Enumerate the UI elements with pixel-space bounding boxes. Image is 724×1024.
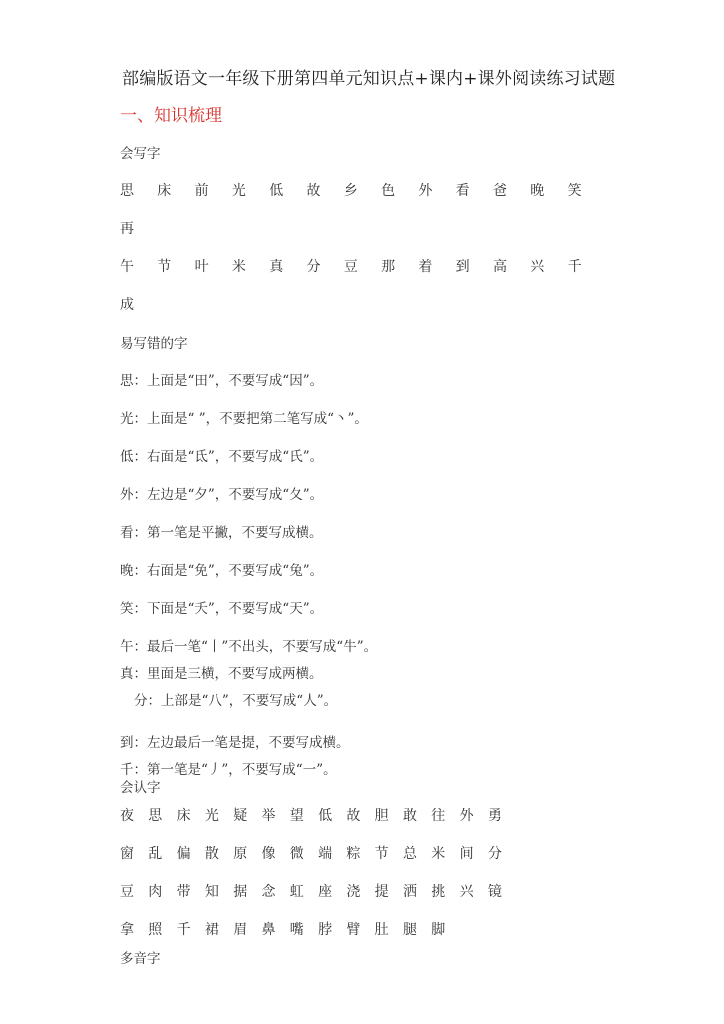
char: 座: [318, 884, 333, 900]
char: 爸: [492, 183, 507, 199]
char: 千: [567, 259, 582, 275]
char: 晚: [530, 183, 545, 199]
write-chars-row-2: [120, 218, 157, 238]
char: 床: [176, 808, 191, 824]
char: 豆: [120, 884, 134, 900]
char: 低: [269, 183, 284, 199]
document-title: 部编版语文一年级下册第四单元知识点+课内+课外阅读练习试题: [122, 69, 616, 89]
recognize-chars-row-1: [120, 805, 516, 825]
char: 勇: [487, 808, 502, 824]
char: 节: [157, 259, 172, 275]
error-note-wu: 午：最后一笔“丨”不出头，不要写成“牛”。: [120, 639, 378, 655]
char: 拿: [120, 922, 134, 938]
char: 光: [231, 183, 246, 199]
char: 窗: [120, 846, 134, 862]
char: 兴: [459, 884, 474, 900]
char: 鼻: [261, 922, 276, 938]
char: 照: [148, 922, 163, 938]
char: 脖: [318, 922, 333, 938]
char: 挑: [431, 884, 446, 900]
error-note-wai: 外：左边是“夕”，不要写成“夂”。: [120, 487, 324, 503]
char: 带: [176, 884, 191, 900]
char: 粽: [346, 846, 361, 862]
char: 豆: [343, 259, 358, 275]
char: 真: [269, 259, 284, 275]
char: 夜: [120, 808, 134, 824]
char: 午: [120, 259, 134, 275]
char: 节: [374, 846, 389, 862]
char: 散: [204, 846, 219, 862]
char: 眉: [233, 922, 248, 938]
char: 看: [455, 183, 470, 199]
error-note-guang: 光：上面是“ ”，不要把第二笔写成“丶”。: [120, 411, 368, 427]
char: 着: [418, 259, 433, 275]
char: 低: [318, 808, 333, 824]
char: 原: [233, 846, 248, 862]
error-note-kan: 看：第一笔是平撇，不要写成横。: [120, 525, 323, 541]
char: 再: [120, 221, 134, 237]
error-prone-label: 易写错的字: [120, 336, 188, 352]
error-note-zhen: 真：里面是三横，不要写成两横。: [120, 666, 323, 682]
char: 到: [455, 259, 470, 275]
error-note-wan: 晚：右面是“免”，不要写成“兔”。: [120, 563, 324, 579]
char: 千: [176, 922, 191, 938]
char: 虹: [289, 884, 304, 900]
char: 洒: [402, 884, 417, 900]
recognize-chars-row-2: [120, 843, 516, 863]
char: 光: [204, 808, 219, 824]
char: 肚: [374, 922, 389, 938]
char: 成: [120, 297, 134, 313]
char: 像: [261, 846, 276, 862]
error-note-qian: 千：第一笔是“丿”，不要写成“一”。: [120, 762, 337, 778]
error-note-fen: 分：上部是“八”，不要写成“人”。: [134, 693, 338, 709]
recognize-chars-row-4: [120, 919, 460, 939]
recognize-chars-row-3: [120, 881, 516, 901]
char: 故: [306, 183, 321, 199]
char: 外: [418, 183, 433, 199]
char: 米: [231, 259, 246, 275]
char: 微: [289, 846, 304, 862]
char: 偏: [176, 846, 191, 862]
write-chars-label: 会写字: [120, 146, 161, 162]
char: 间: [459, 846, 474, 862]
char: 肉: [148, 884, 163, 900]
char: 浇: [346, 884, 361, 900]
write-chars-row-3: [120, 256, 605, 276]
char: 思: [148, 808, 163, 824]
polyphonic-label: 多音字: [120, 951, 161, 967]
char: 臂: [346, 922, 361, 938]
error-note-dao: 到：左边最后一笔是提，不要写成横。: [120, 735, 350, 751]
write-chars-row-1: [120, 180, 605, 200]
char: 笑: [567, 183, 582, 199]
char: 思: [120, 183, 134, 199]
char: 敢: [402, 808, 417, 824]
char: 外: [459, 808, 474, 824]
error-note-xiao: 笑：下面是“夭”，不要写成“天”。: [120, 601, 324, 617]
char: 分: [487, 846, 502, 862]
char: 床: [157, 183, 172, 199]
char: 裙: [204, 922, 219, 938]
section-heading-knowledge: 一、知识梳理: [120, 106, 222, 126]
char: 举: [261, 808, 276, 824]
char: 望: [289, 808, 304, 824]
char: 嘴: [289, 922, 304, 938]
char: 镜: [487, 884, 502, 900]
char: 色: [381, 183, 396, 199]
char: 念: [261, 884, 276, 900]
char: 往: [431, 808, 446, 824]
char: 乱: [148, 846, 163, 862]
char: 前: [194, 183, 209, 199]
char: 腿: [402, 922, 417, 938]
char: 胆: [374, 808, 389, 824]
char: 提: [374, 884, 389, 900]
error-note-si: 思：上面是“田”，不要写成“因”。: [120, 373, 324, 389]
char: 疑: [233, 808, 248, 824]
char: 叶: [194, 259, 209, 275]
char: 米: [431, 846, 446, 862]
char: 分: [306, 259, 321, 275]
char: 知: [204, 884, 219, 900]
char: 总: [402, 846, 417, 862]
error-note-di: 低：右面是“氐”，不要写成“氏”。: [120, 449, 324, 465]
recognize-chars-label: 会认字: [120, 780, 161, 796]
char: 兴: [530, 259, 545, 275]
char: 高: [492, 259, 507, 275]
char: 端: [318, 846, 333, 862]
char: 那: [381, 259, 396, 275]
write-chars-row-4: [120, 294, 157, 314]
char: 乡: [343, 183, 358, 199]
char: 脚: [431, 922, 446, 938]
char: 据: [233, 884, 248, 900]
char: 故: [346, 808, 361, 824]
